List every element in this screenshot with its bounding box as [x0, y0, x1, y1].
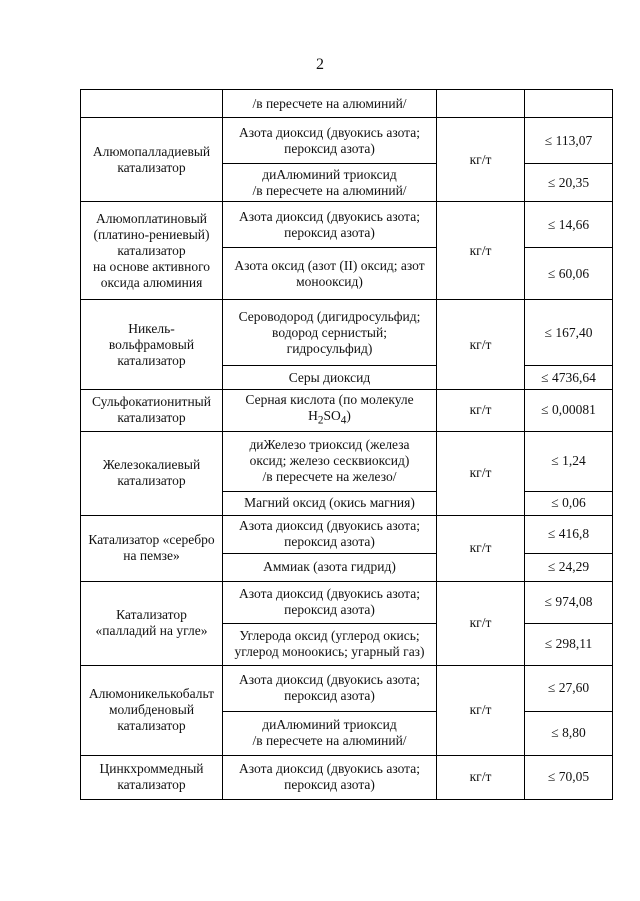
substance-line: диАлюминий триоксид: [262, 166, 397, 182]
substance-line: Азота диоксид (двуокись азота;: [239, 586, 420, 602]
substance-line: Серная кислота (по молекуле: [245, 392, 414, 407]
table-row: [81, 90, 613, 118]
catalyst-name-line: Алюмоникелькобальт: [88, 686, 215, 702]
catalyst-cell: [81, 515, 223, 581]
substance-line: Азота диоксид (двуокись азота;: [239, 208, 420, 224]
catalyst-name-line: на пемзе»: [123, 548, 180, 564]
catalyst-name-line: Алюмоплатиновый: [95, 210, 208, 226]
catalyst-name-line: Никель-: [128, 320, 175, 336]
substance-line: Азота диоксид (двуокись азота;: [239, 518, 420, 534]
substance-cell: [223, 390, 437, 432]
catalyst-name-line: молибденовый: [108, 702, 195, 718]
substance-line: пероксид азота): [284, 602, 375, 618]
substance-line: Азота оксид (азот (II) оксид; азот: [234, 257, 425, 273]
catalyst-name-line: Алюмопалладиевый: [92, 143, 211, 159]
substance-line: оксид; железо сесквиоксид): [249, 453, 410, 469]
substance-line: диЖелезо триоксид (железа: [249, 437, 410, 453]
substance-line: Азота диоксид (двуокись азота;: [239, 672, 420, 688]
catalyst-name-line: на основе активного: [92, 258, 211, 274]
substance-line: пероксид азота): [284, 140, 375, 156]
substance-line: диАлюминий триоксид: [262, 717, 397, 733]
substance-line: Азота диоксид (двуокись азота;: [239, 761, 420, 777]
substance-cell: [223, 491, 437, 515]
substance-line: гидросульфид): [286, 340, 373, 356]
substance-cell: [223, 300, 437, 366]
substance-cell: [223, 164, 437, 202]
substance-cell: [223, 118, 437, 164]
substance-line: пероксид азота): [284, 534, 375, 550]
value-cell: ≤ 4736,64: [525, 366, 613, 390]
substance-cell: [223, 755, 437, 799]
table-row: [81, 515, 613, 553]
catalyst-name-line: оксида алюминия: [100, 274, 203, 290]
substance-cell: [223, 202, 437, 248]
chemical-formula: [227, 408, 432, 429]
substance-cell: [223, 581, 437, 623]
formula-part: SO: [323, 408, 341, 423]
formula-part: H: [308, 408, 318, 423]
value-cell: ≤ 167,40: [525, 300, 613, 366]
table-row: [81, 581, 613, 623]
value-cell: ≤ 0,00081: [525, 390, 613, 432]
value-cell: ≤ 0,06: [525, 491, 613, 515]
unit-cell: кг/т: [437, 665, 525, 755]
value-cell: ≤ 298,11: [525, 623, 613, 665]
table-row: [81, 390, 613, 432]
substance-line: пероксид азота): [284, 777, 375, 793]
emissions-table: [80, 89, 613, 800]
substance-cell: [223, 665, 437, 711]
catalyst-name-line: Сульфокатионитный: [92, 394, 211, 410]
value-cell: ≤ 70,05: [525, 755, 613, 799]
value-cell: ≤ 60,06: [525, 248, 613, 300]
value-cell: ≤ 974,08: [525, 581, 613, 623]
unit-cell: кг/т: [437, 390, 525, 432]
value-cell: ≤ 416,8: [525, 515, 613, 553]
substance-line: /в пересчете на алюминий/: [252, 182, 407, 198]
substance-line: Аммиак (азота гидрид): [263, 559, 396, 575]
table-row: [81, 118, 613, 164]
substance-cell: [223, 553, 437, 581]
catalyst-name-line: катализатор: [117, 410, 186, 426]
catalyst-name-line: катализатор: [117, 159, 186, 175]
substance-line: пероксид азота): [284, 688, 375, 704]
unit-cell: [437, 90, 525, 118]
value-cell: ≤ 27,60: [525, 665, 613, 711]
substance-cell: /в пересчете на алюминий/: [223, 90, 437, 118]
catalyst-cell: [81, 665, 223, 755]
formula-part: ): [346, 408, 351, 423]
table-row: [81, 300, 613, 366]
substance-line: Магний оксид (окись магния): [244, 495, 415, 511]
catalyst-name-line: вольфрамовый: [108, 336, 195, 352]
substance-line: Сероводород (дигидросульфид;: [238, 308, 421, 324]
unit-cell: кг/т: [437, 300, 525, 390]
table-row: [81, 755, 613, 799]
table-row: [81, 431, 613, 491]
page-number: 2: [316, 56, 324, 73]
unit-cell: кг/т: [437, 581, 525, 665]
catalyst-name-line: Катализатор: [116, 607, 187, 623]
catalyst-cell: [81, 118, 223, 202]
unit-cell: кг/т: [437, 118, 525, 202]
catalyst-cell: [81, 755, 223, 799]
catalyst-cell: [81, 581, 223, 665]
catalyst-name-line: Катализатор «серебро: [88, 532, 215, 548]
substance-cell: [223, 431, 437, 491]
substance-cell: [223, 623, 437, 665]
catalyst-cell: [81, 202, 223, 300]
substance-line: монооксид): [296, 273, 363, 289]
catalyst-name-line: катализатор: [117, 777, 186, 793]
catalyst-name-line: катализатор: [117, 242, 186, 258]
substance-cell: [223, 366, 437, 390]
value-cell: ≤ 24,29: [525, 553, 613, 581]
substance-line: Азота диоксид (двуокись азота;: [239, 124, 420, 140]
substance-line: Серы диоксид: [288, 369, 371, 385]
substance-line: пероксид азота): [284, 224, 375, 240]
catalyst-name-line: Железокалиевый: [102, 457, 201, 473]
unit-cell: кг/т: [437, 431, 525, 515]
formula-subscript: 2: [317, 414, 324, 427]
value-cell: ≤ 14,66: [525, 202, 613, 248]
catalyst-cell: [81, 390, 223, 432]
unit-cell: кг/т: [437, 202, 525, 300]
table-row: [81, 202, 613, 248]
value-cell: ≤ 8,80: [525, 711, 613, 755]
catalyst-name-line: катализатор: [117, 352, 186, 368]
substance-line: углерод моноокись; угарный газ): [234, 644, 425, 660]
unit-cell: кг/т: [437, 755, 525, 799]
catalyst-cell: [81, 431, 223, 515]
value-cell: ≤ 20,35: [525, 164, 613, 202]
catalyst-name-line: катализатор: [117, 473, 186, 489]
catalyst-name-line: (платино-рениевый): [93, 226, 210, 242]
value-cell: [525, 90, 613, 118]
table-row: [81, 665, 613, 711]
formula-subscript: 4: [340, 414, 347, 427]
unit-cell: кг/т: [437, 515, 525, 581]
value-cell: ≤ 113,07: [525, 118, 613, 164]
catalyst-name-line: Цинкхроммедный: [99, 761, 204, 777]
substance-line: /в пересчете на железо/: [262, 469, 397, 485]
substance-cell: [223, 248, 437, 300]
catalyst-name-line: «палладий на угле»: [95, 623, 208, 639]
substance-line: Углерода оксид (углерод окись;: [239, 628, 420, 644]
substance-line: /в пересчете на алюминий/: [252, 733, 407, 749]
substance-cell: [223, 711, 437, 755]
catalyst-name-line: катализатор: [117, 718, 186, 734]
catalyst-cell: [81, 90, 223, 118]
value-cell: ≤ 1,24: [525, 431, 613, 491]
catalyst-cell: [81, 300, 223, 390]
substance-cell: [223, 515, 437, 553]
substance-line: водород сернистый;: [272, 324, 387, 340]
